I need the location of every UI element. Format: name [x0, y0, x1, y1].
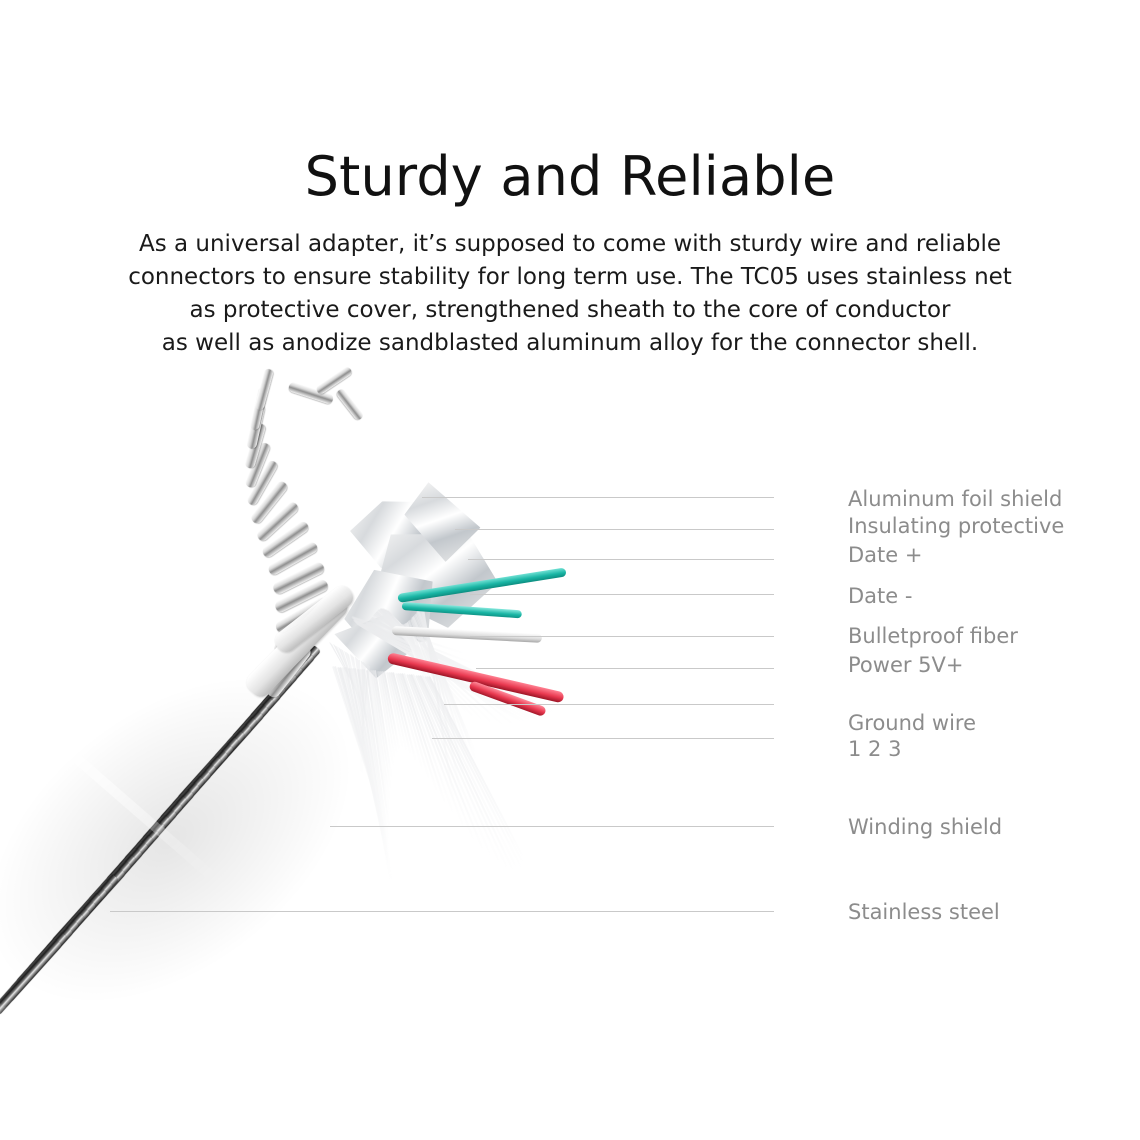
- callout-label: Date -: [848, 584, 913, 608]
- callout-label: Winding shield: [848, 815, 1003, 839]
- coil-loop-tip: [315, 366, 353, 396]
- callout-label: Bulletproof fiber: [848, 624, 1018, 648]
- callout-leader-line: [444, 704, 774, 705]
- callout-label: Power 5V+: [848, 653, 964, 677]
- callout-label: Ground wire: [848, 711, 977, 735]
- callout-label: 1 2 3: [848, 737, 902, 761]
- page-description: [90, 228, 1050, 360]
- product-photo: [0, 380, 720, 1000]
- callout-leader-line: [455, 529, 774, 530]
- callout-leader-line: [470, 594, 774, 595]
- callout-leader-line: [476, 668, 774, 669]
- callout-label: Date +: [848, 543, 923, 567]
- description-line: as well as anodize sandblasted aluminum alloy for the connector shell.: [161, 330, 979, 356]
- callout-leader-line: [422, 497, 774, 498]
- coil-loop-tip: [335, 388, 364, 422]
- callout-leader-line: [468, 559, 774, 560]
- callout-label: Aluminum foil shield: [848, 487, 1063, 511]
- callout-leader-line: [110, 911, 774, 912]
- description-line: as protective cover, strengthened sheath to the core of conductor: [189, 297, 951, 323]
- description-line: As a universal adapter, it’s supposed to come with sturdy wire and reliable: [138, 231, 1002, 257]
- callout-leader-line: [432, 738, 774, 739]
- description-line: connectors to ensure stability for long term use. The TC05 uses stainless net: [128, 264, 1012, 290]
- callout-label: Insulating protective: [848, 514, 1065, 538]
- page-title: Sturdy and Reliable: [304, 145, 836, 208]
- callout-leader-line: [470, 636, 774, 637]
- callout-label: Stainless steel: [848, 900, 1000, 924]
- callout-leader-line: [330, 826, 774, 827]
